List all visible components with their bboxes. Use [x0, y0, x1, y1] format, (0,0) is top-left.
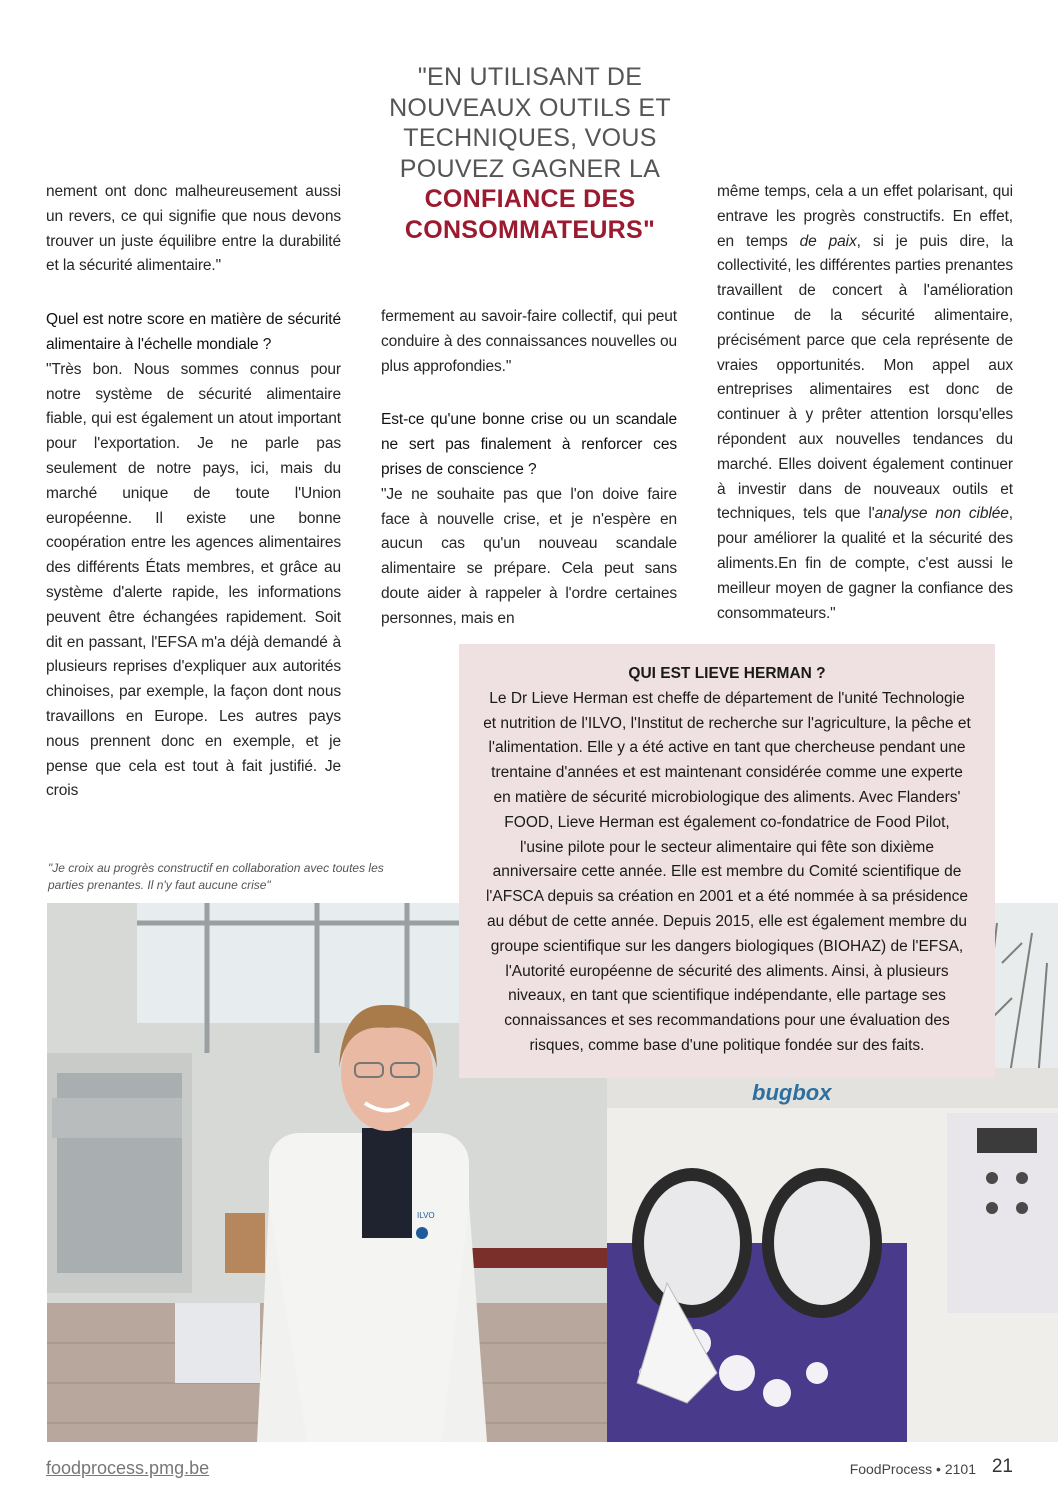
paragraph: "Très bon. Nous sommes connus pour notre système de sécurité alimentaire fiable, qui est également un atout important pour l'exportation. Je ne parle pas seulement de notre pays, ici, mais du marché unique de toute l'Union européenne. Il existe une bonne coopération entre les agences alimentaires des différents États membres, et grâce au système d'alerte rapide, les informations peuvent être échangées rapidement. Soit dit en passant, l'EFSA m'a déjà demandé à plusieurs reprises d'expliquer aux autorités chinoises, par exemple, la façon dont nous travaillons en Europe. Les autres pays nous prennent donc en exemple, et je pense que cela est tout à fait justifié. Je crois	[46, 360, 341, 800]
machine-brand-label: bugbox	[752, 1080, 832, 1105]
coat-logo: ILVO	[417, 1211, 435, 1220]
text-run: , pour améliorer la qualité et la sécurité des aliments.En fin de compte, c'est aussi le meilleur moyen de gagner la confiance des consommateurs."	[717, 505, 1013, 622]
pull-quote	[380, 62, 680, 245]
photo-caption: "Je croix au progrès constructif en collaboration avec toutes les parties prenantes. Il n'y faut aucune crise"	[48, 861, 384, 892]
paragraph: fermement au savoir-faire collectif, qui peut conduire à des connaissances nouvelles ou plus approfondies."	[381, 308, 677, 375]
pull-quote-text: "EN UTILISANT DE NOUVEAUX OUTILS ET TECHNIQUES, VOUS POUVEZ GAGNER LA	[389, 63, 671, 183]
text-run: , si je puis dire, la collectivité, les différentes parties prenantes travaillent de concert à l'amélioration continue de la sécurité alimentaire, précisément parce que cela représente de vraies opportunités. Mon appel aux entreprises alimentaires est donc de continuer à y prêter attention lorsqu'elles répondent aux nouvelles tendances du marché. Elles doivent également continuer à investir dans de nouveaux outils et techniques, tels que l'	[717, 232, 1013, 523]
emphasis: analyse non ciblée	[874, 505, 1009, 523]
article-column-2	[381, 305, 677, 632]
paragraph: "Je ne souhaite pas que l'on doive faire face à nouvelle crise, et je n'espère en aucun cas qu'un nouveau scandale alimentaire se prépare. Cela peut sans doute aider à rappeler à l'ordre certaines personnes, mais en	[381, 485, 677, 627]
text-run: même temps, cela a un effet polarisant, qui entrave les progrès constructifs. En effet, en temps	[717, 183, 1013, 250]
paragraph	[717, 180, 1013, 626]
footer-magazine-issue: FoodProcess • 2101	[849, 1461, 976, 1477]
interview-question: Est-ce qu'une bonne crise ou un scandale ne sert pas finalement à renforcer ces prises de conscience ?	[381, 411, 677, 478]
article-column-3	[717, 180, 1013, 626]
article-column-1	[46, 180, 341, 804]
bio-title: QUI EST LIEVE HERMAN ?	[628, 665, 826, 682]
bio-box	[459, 644, 995, 1078]
footer-website-link[interactable]: foodprocess.pmg.be	[46, 1458, 210, 1478]
interview-question: Quel est notre score en matière de sécurité alimentaire à l'échelle mondiale ?	[46, 311, 341, 353]
bio-text: Le Dr Lieve Herman est cheffe de département de l'unité Technologie et nutrition de l'ILVO, l'Institut de recherche sur l'agriculture, la pêche et l'alimentation. Elle y a été active en tant que chercheuse pendant une trentaine d'années et est maintenant considérée comme une experte en matière de sécurité microbiologique des aliments. Avec Flanders' FOOD, Lieve Herman est également co-fondatrice de Food Pilot, l'usine pilote pour le secteur alimentaire qui fête son dixième anniversaire cette année. Elle est membre du Comité scientifique de l'AFSCA depuis sa création en 2001 et a été nommée à sa présidence au début de cette année. Depuis 2015, elle est également membre du groupe scientifique sur les dangers biologiques (BIOHAZ) de l'EFSA, l'Autorité européenne de sécurité des aliments. Ainsi, à plusieurs niveaux, en tant que scientifique indépendante, elle partage ses connaissances et ses recommandations pour une évaluation des risques, comme base d'une politique fondée sur des faits.	[483, 689, 971, 1054]
emphasis: de paix	[799, 232, 857, 250]
pull-quote-highlight: CONFIANCE DES CONSOMMATEURS"	[404, 185, 656, 244]
page-number: 21	[991, 1456, 1013, 1477]
paragraph: nement ont donc malheureusement aussi un revers, ce qui signifie que nous devons trouver un juste équilibre entre la durabilité et la sécurité alimentaire."	[46, 183, 341, 275]
